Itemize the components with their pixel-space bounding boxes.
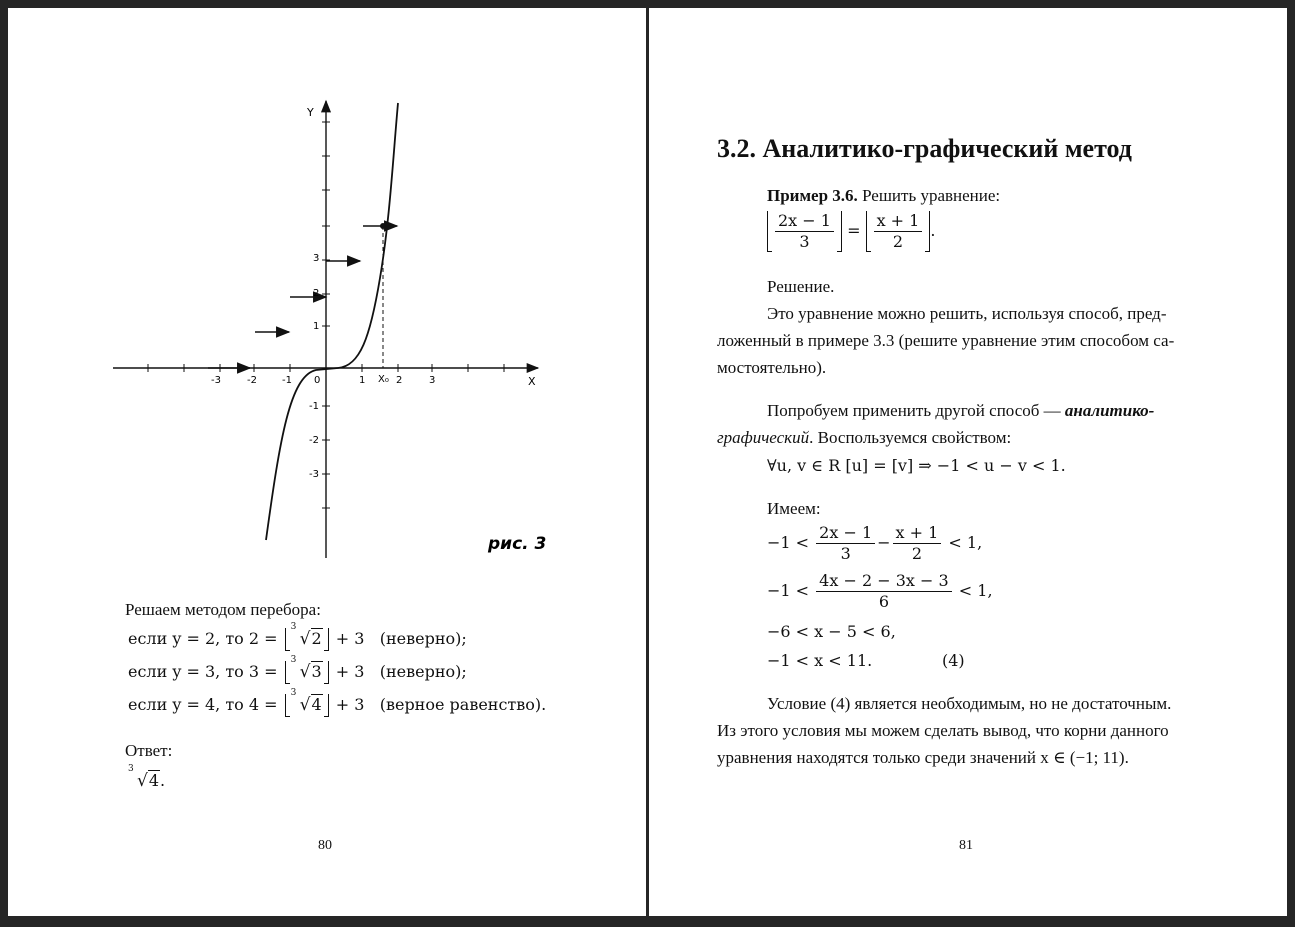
solution-label: Решение. — [767, 277, 835, 296]
function-graph — [8, 8, 646, 554]
root-index: 3 — [290, 622, 297, 632]
example-line — [767, 186, 1000, 206]
equation-number: (4) — [942, 651, 965, 670]
root-arg: 4 — [311, 695, 322, 714]
x-tick-label: 0 — [314, 375, 321, 386]
paragraph-2-line — [717, 428, 1011, 448]
trial-rest: + 3 — [335, 662, 365, 681]
example-label: Пример 3.6. — [767, 186, 858, 205]
fraction-denominator: 2 — [892, 232, 904, 251]
figure-caption: рис. 3 — [488, 534, 547, 554]
property-formula: ∀u, v ∈ R [u] = [v] ⇒ −1 < u − v < 1. — [767, 456, 1066, 475]
x-tick-label: -3 — [211, 375, 221, 386]
left-page — [8, 8, 646, 916]
trial-note: (неверно); — [379, 629, 467, 648]
method-name-part: графический — [717, 428, 810, 447]
fraction-numerator: x + 1 — [874, 211, 923, 232]
fraction-denominator: 6 — [878, 592, 890, 611]
x-tick-label: -2 — [247, 375, 257, 386]
fraction-numerator: x + 1 — [893, 523, 942, 544]
y-tick-label: -2 — [309, 435, 319, 446]
answer-value: 3 √4. — [128, 764, 166, 791]
equation-tail: . — [930, 221, 936, 240]
main-equation — [767, 211, 935, 252]
answer-tail: . — [160, 771, 166, 790]
x-tick-label: 2 — [396, 375, 403, 386]
y-tick-label: 2 — [313, 288, 320, 299]
paragraph-3-line: Условие (4) является необходимым, но не достаточным. — [767, 694, 1172, 713]
trial-note: (неверно); — [379, 662, 467, 681]
trial-lhs: если y = 2, то 2 = — [128, 629, 278, 648]
page-number-left: 80 — [318, 838, 332, 853]
y-tick-label: 1 — [313, 321, 320, 332]
root-index: 3 — [290, 655, 297, 665]
paragraph-2-text: Попробуем применить другой способ — — [767, 401, 1065, 420]
trial-rest: + 3 — [335, 629, 365, 648]
inequality-2 — [767, 571, 993, 612]
inequality-pre: −1 < — [767, 533, 810, 552]
root-arg: 4 — [148, 771, 160, 790]
trial-lhs: если y = 3, то 3 = — [128, 662, 278, 681]
paragraph-3-line: уравнения находятся только среди значений x ∈ (−1; 11). — [717, 748, 1129, 767]
paragraph-2-line — [767, 401, 1154, 421]
root-index: 3 — [128, 764, 134, 774]
trial-line: если y = 3, то 3 = 3 √3 + 3 (неверно); — [128, 655, 467, 682]
y-axis-label: Y — [307, 106, 314, 119]
minus-sign: − — [877, 533, 891, 552]
x-axis-label: X — [528, 375, 536, 388]
inequality-1 — [767, 523, 982, 564]
inequality-pre: −1 < — [767, 581, 810, 600]
inequality-3: −6 < x − 5 < 6, — [767, 622, 896, 641]
fraction-numerator: 4x − 2 − 3x − 3 — [816, 571, 952, 592]
fraction-numerator: 2x − 1 — [775, 211, 834, 232]
paragraph-1-line: ложенный в примере 3.3 (решите уравнение этим способом са- — [717, 331, 1175, 350]
paragraph-1-line: Это уравнение можно решить, используя способ, пред- — [767, 304, 1167, 323]
page-number-right: 81 — [959, 838, 973, 853]
trial-lhs: если y = 4, то 4 = — [128, 695, 278, 714]
trial-note: (верное равенство). — [379, 695, 547, 714]
y-tick-label: 3 — [313, 253, 320, 264]
trial-rest: + 3 — [335, 695, 365, 714]
fraction-numerator: 2x − 1 — [816, 523, 875, 544]
equals-sign: = — [847, 221, 861, 240]
paragraph-1-line: мостоятельно). — [717, 358, 827, 377]
method-name-part: аналитико- — [1064, 401, 1155, 420]
inequality-post: < 1, — [958, 581, 993, 600]
root-index: 3 — [290, 688, 297, 698]
x0-label: X₀ — [378, 374, 389, 385]
fraction-denominator: 3 — [799, 232, 810, 251]
section-heading: 3.2. Аналитико-графический метод — [717, 134, 1132, 163]
fraction-denominator: 2 — [911, 544, 923, 563]
root-arg: 2 — [311, 629, 322, 648]
right-page — [649, 8, 1287, 916]
trial-line: если y = 2, то 2 = 3 √2 + 3 (неверно); — [128, 622, 467, 649]
inequality-post: < 1, — [948, 533, 983, 552]
y-tick-label: -3 — [309, 469, 319, 480]
trial-line: если y = 4, то 4 = 3 √4 + 3 (верное равенство). — [128, 688, 547, 715]
paragraph-3-line: Из этого условия мы можем сделать вывод, что корни данного — [717, 721, 1169, 740]
answer-label: Ответ: — [125, 741, 173, 760]
cubic-curve — [266, 103, 398, 540]
y-tick-label: -1 — [309, 401, 319, 412]
x-tick-label: 1 — [359, 375, 366, 386]
intersection-dot — [380, 223, 386, 229]
paragraph-2-text: . Воспользуемся свойством: — [809, 428, 1012, 447]
example-text: Решить уравнение: — [857, 186, 1001, 205]
fraction-denominator: 3 — [840, 544, 851, 563]
root-arg: 3 — [311, 662, 322, 681]
inequality-4: −1 < x < 11. — [767, 651, 873, 670]
method-intro: Решаем методом перебора: — [125, 600, 321, 619]
x-tick-label: -1 — [282, 375, 292, 386]
have-label: Имеем: — [767, 499, 821, 518]
x-tick-label: 3 — [429, 375, 436, 386]
